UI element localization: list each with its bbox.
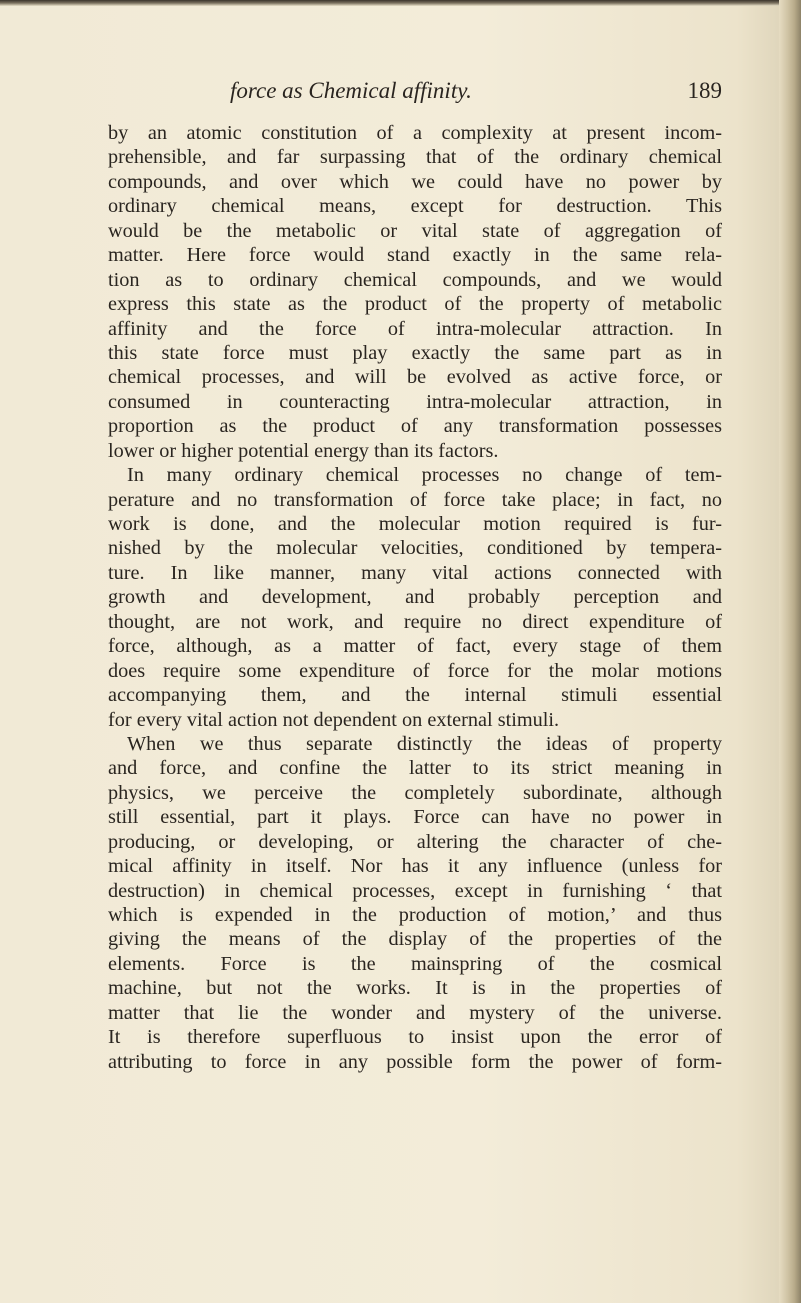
text-line: chemical processes, and will be evolved as active force, or xyxy=(108,366,722,389)
text-line: nished by the molecular velocities, conditioned by tempera- xyxy=(108,537,722,560)
text-line: ordinary chemical means, except for destruction. This xyxy=(108,195,722,218)
text-line: still essential, part it plays. Force can have no power in xyxy=(108,806,722,829)
body-text xyxy=(108,121,722,1074)
text-line: this state force must play exactly the same part as in xyxy=(108,341,722,364)
text-line: accompanying them, and the internal stimuli essential xyxy=(108,684,722,707)
text-line: thought, are not work, and require no direct expenditure of xyxy=(108,610,722,633)
page-top-edge xyxy=(0,0,801,6)
page-binding-edge xyxy=(779,0,801,1303)
text-line: by an atomic constitution of a complexity at present incom- xyxy=(108,122,722,144)
page-number: 189 xyxy=(687,78,722,103)
text-line: prehensible, and far surpassing that of the ordinary chemical xyxy=(108,146,722,169)
running-head xyxy=(230,78,722,112)
text-line: would be the metabolic or vital state of aggregation of xyxy=(108,219,722,242)
text-line: It is therefore superfluous to insist upon the error of xyxy=(108,1026,722,1049)
text-line: physics, we perceive the completely subordinate, although xyxy=(108,781,722,804)
text-line: consumed in counteracting intra-molecular attraction, in xyxy=(108,390,722,413)
text-line: destruction) in chemical processes, except in furnishing ‘ that xyxy=(108,879,722,902)
running-title: force as Chemical affinity. xyxy=(230,78,472,103)
text-line: When we thus separate distinctly the ideas of property xyxy=(127,732,722,755)
text-line: producing, or developing, or altering the character of che- xyxy=(108,830,722,853)
text-line: proportion as the product of any transformation possesses xyxy=(108,415,722,438)
text-line: growth and development, and probably perception and xyxy=(108,586,722,609)
text-line: In many ordinary chemical processes no change of tem- xyxy=(127,464,722,487)
text-line: ture. In like manner, many vital actions connected with xyxy=(108,561,722,584)
text-line: does require some expenditure of force for the molar motions xyxy=(108,659,722,682)
text-line: which is expended in the production of motion,’ and thus xyxy=(108,904,722,926)
text-line: machine, but not the works. It is in the properties of xyxy=(108,977,722,1000)
text-line: giving the means of the display of the properties of the xyxy=(108,928,722,951)
text-line: express this state as the product of the property of metabolic xyxy=(108,293,722,316)
text-line: matter. Here force would stand exactly in the same rela- xyxy=(108,244,722,267)
text-line: tion as to ordinary chemical compounds, and we would xyxy=(108,268,722,291)
text-line: compounds, and over which we could have no power by xyxy=(108,170,722,193)
text-line: lower or higher potential energy than its factors. xyxy=(108,439,499,462)
text-line: attributing to force in any possible form the power of form- xyxy=(108,1050,722,1073)
text-line: affinity and the force of intra-molecular attraction. In xyxy=(108,317,722,340)
text-line: perature and no transformation of force take place; in fact, no xyxy=(108,488,722,511)
text-line: work is done, and the molecular motion required is fur- xyxy=(108,513,722,535)
text-line: matter that lie the wonder and mystery of the universe. xyxy=(108,1001,722,1024)
text-line: mical affinity in itself. Nor has it any influence (unless for xyxy=(108,855,722,878)
text-line: elements. Force is the mainspring of the cosmical xyxy=(108,952,722,975)
text-line: force, although, as a matter of fact, every stage of them xyxy=(108,635,722,658)
text-line: and force, and confine the latter to its strict meaning in xyxy=(108,757,722,780)
text-line: for every vital action not dependent on external stimuli. xyxy=(108,708,560,731)
